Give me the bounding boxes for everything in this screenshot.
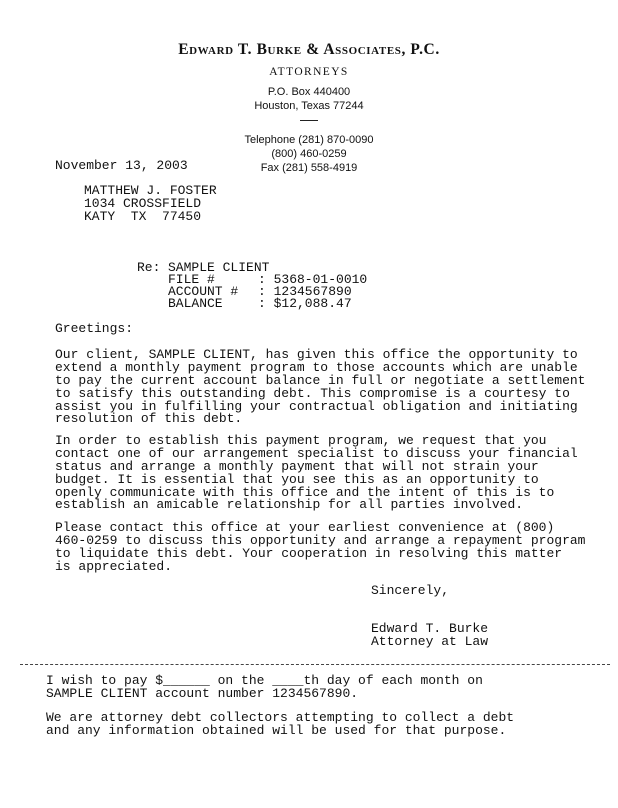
paragraph-line: status and arrange a monthly payment that will not strain your — [55, 459, 539, 474]
paragraph-line: assist you in fulfilling your contractual obligation and initiating — [55, 399, 578, 414]
letterhead-subtitle: ATTORNEYS — [269, 66, 349, 78]
tear-off-cut-line — [20, 664, 610, 665]
letter-date: November 13, 2003 — [55, 158, 188, 173]
paragraph-line: Please contact this office at your earliest convenience at (800) — [55, 520, 555, 535]
paragraph-line: to pay the current account balance in full or negotiate a settlement — [55, 373, 586, 388]
paragraph-line: budget. It is essential that you see this as an opportunity to — [55, 472, 539, 487]
disclaimer-line-1: We are attorney debt collectors attempting to collect a debt — [46, 710, 515, 725]
recipient-name: MATTHEW J. FOSTER — [84, 183, 217, 198]
paragraph-line: Our client, SAMPLE CLIENT, has given this office the opportunity to — [55, 347, 578, 362]
fax: Fax (281) 558-4919 — [260, 162, 358, 174]
signer-name: Edward T. Burke — [371, 621, 489, 636]
greeting: Greetings: — [55, 321, 134, 336]
address-line-2: Houston, Texas 77244 — [254, 100, 364, 112]
firm-name: Edward T. Burke & Associates, P.C. — [178, 41, 440, 58]
paragraph-line: contact one of our arrangement specialist to discuss your financial — [55, 446, 578, 461]
address-line-1: P.O. Box 440400 — [267, 86, 351, 98]
re-client: SAMPLE CLIENT — [168, 260, 270, 275]
paragraph-line: is appreciated. — [55, 559, 173, 574]
balance-label: BALANCE — [168, 296, 223, 311]
account-number-label: ACCOUNT # — [168, 284, 239, 299]
paragraph-line: to satisfy this outstanding debt. This compromise is a courtesy to — [55, 386, 570, 401]
telephone-alt: (800) 460-0259 — [271, 148, 347, 160]
valediction: Sincerely, — [371, 583, 450, 598]
telephone: Telephone (281) 870-0090 — [244, 134, 374, 146]
paragraph-line: extend a monthly payment program to those accounts which are unable — [55, 360, 578, 375]
paragraph-line: establish an amicable relationship for all parties involved. — [55, 497, 524, 512]
recipient-city-state-zip: KATY TX 77450 — [84, 209, 202, 224]
payment-account-line: SAMPLE CLIENT account number 1234567890. — [46, 686, 359, 701]
paragraph-line: to liquidate this debt. Your cooperation in resolving this matter — [55, 546, 563, 561]
file-number-value: : 5368-01-0010 — [258, 272, 368, 287]
paragraph-line: resolution of this debt. — [55, 411, 243, 426]
signer-title: Attorney at Law — [371, 634, 489, 649]
file-number-label: FILE # — [168, 272, 215, 287]
paragraph-line: 460-0259 to discuss this opportunity and arrange a repayment program — [55, 533, 586, 548]
balance-value: : $12,088.47 — [258, 296, 352, 311]
disclaimer-line-2: and any information obtained will be used for that purpose. — [46, 723, 507, 738]
recipient-street: 1034 CROSSFIELD — [84, 196, 202, 211]
payment-pledge-line: I wish to pay $______ on the ____th day of each month on — [46, 673, 483, 688]
account-number-value: : 1234567890 — [258, 284, 352, 299]
letterhead-divider — [300, 120, 318, 121]
paragraph-line: In order to establish this payment program, we request that you — [55, 433, 547, 448]
paragraph-line: openly communicate with this office and the intent of this is to — [55, 485, 555, 500]
re-label: Re: — [137, 260, 161, 275]
